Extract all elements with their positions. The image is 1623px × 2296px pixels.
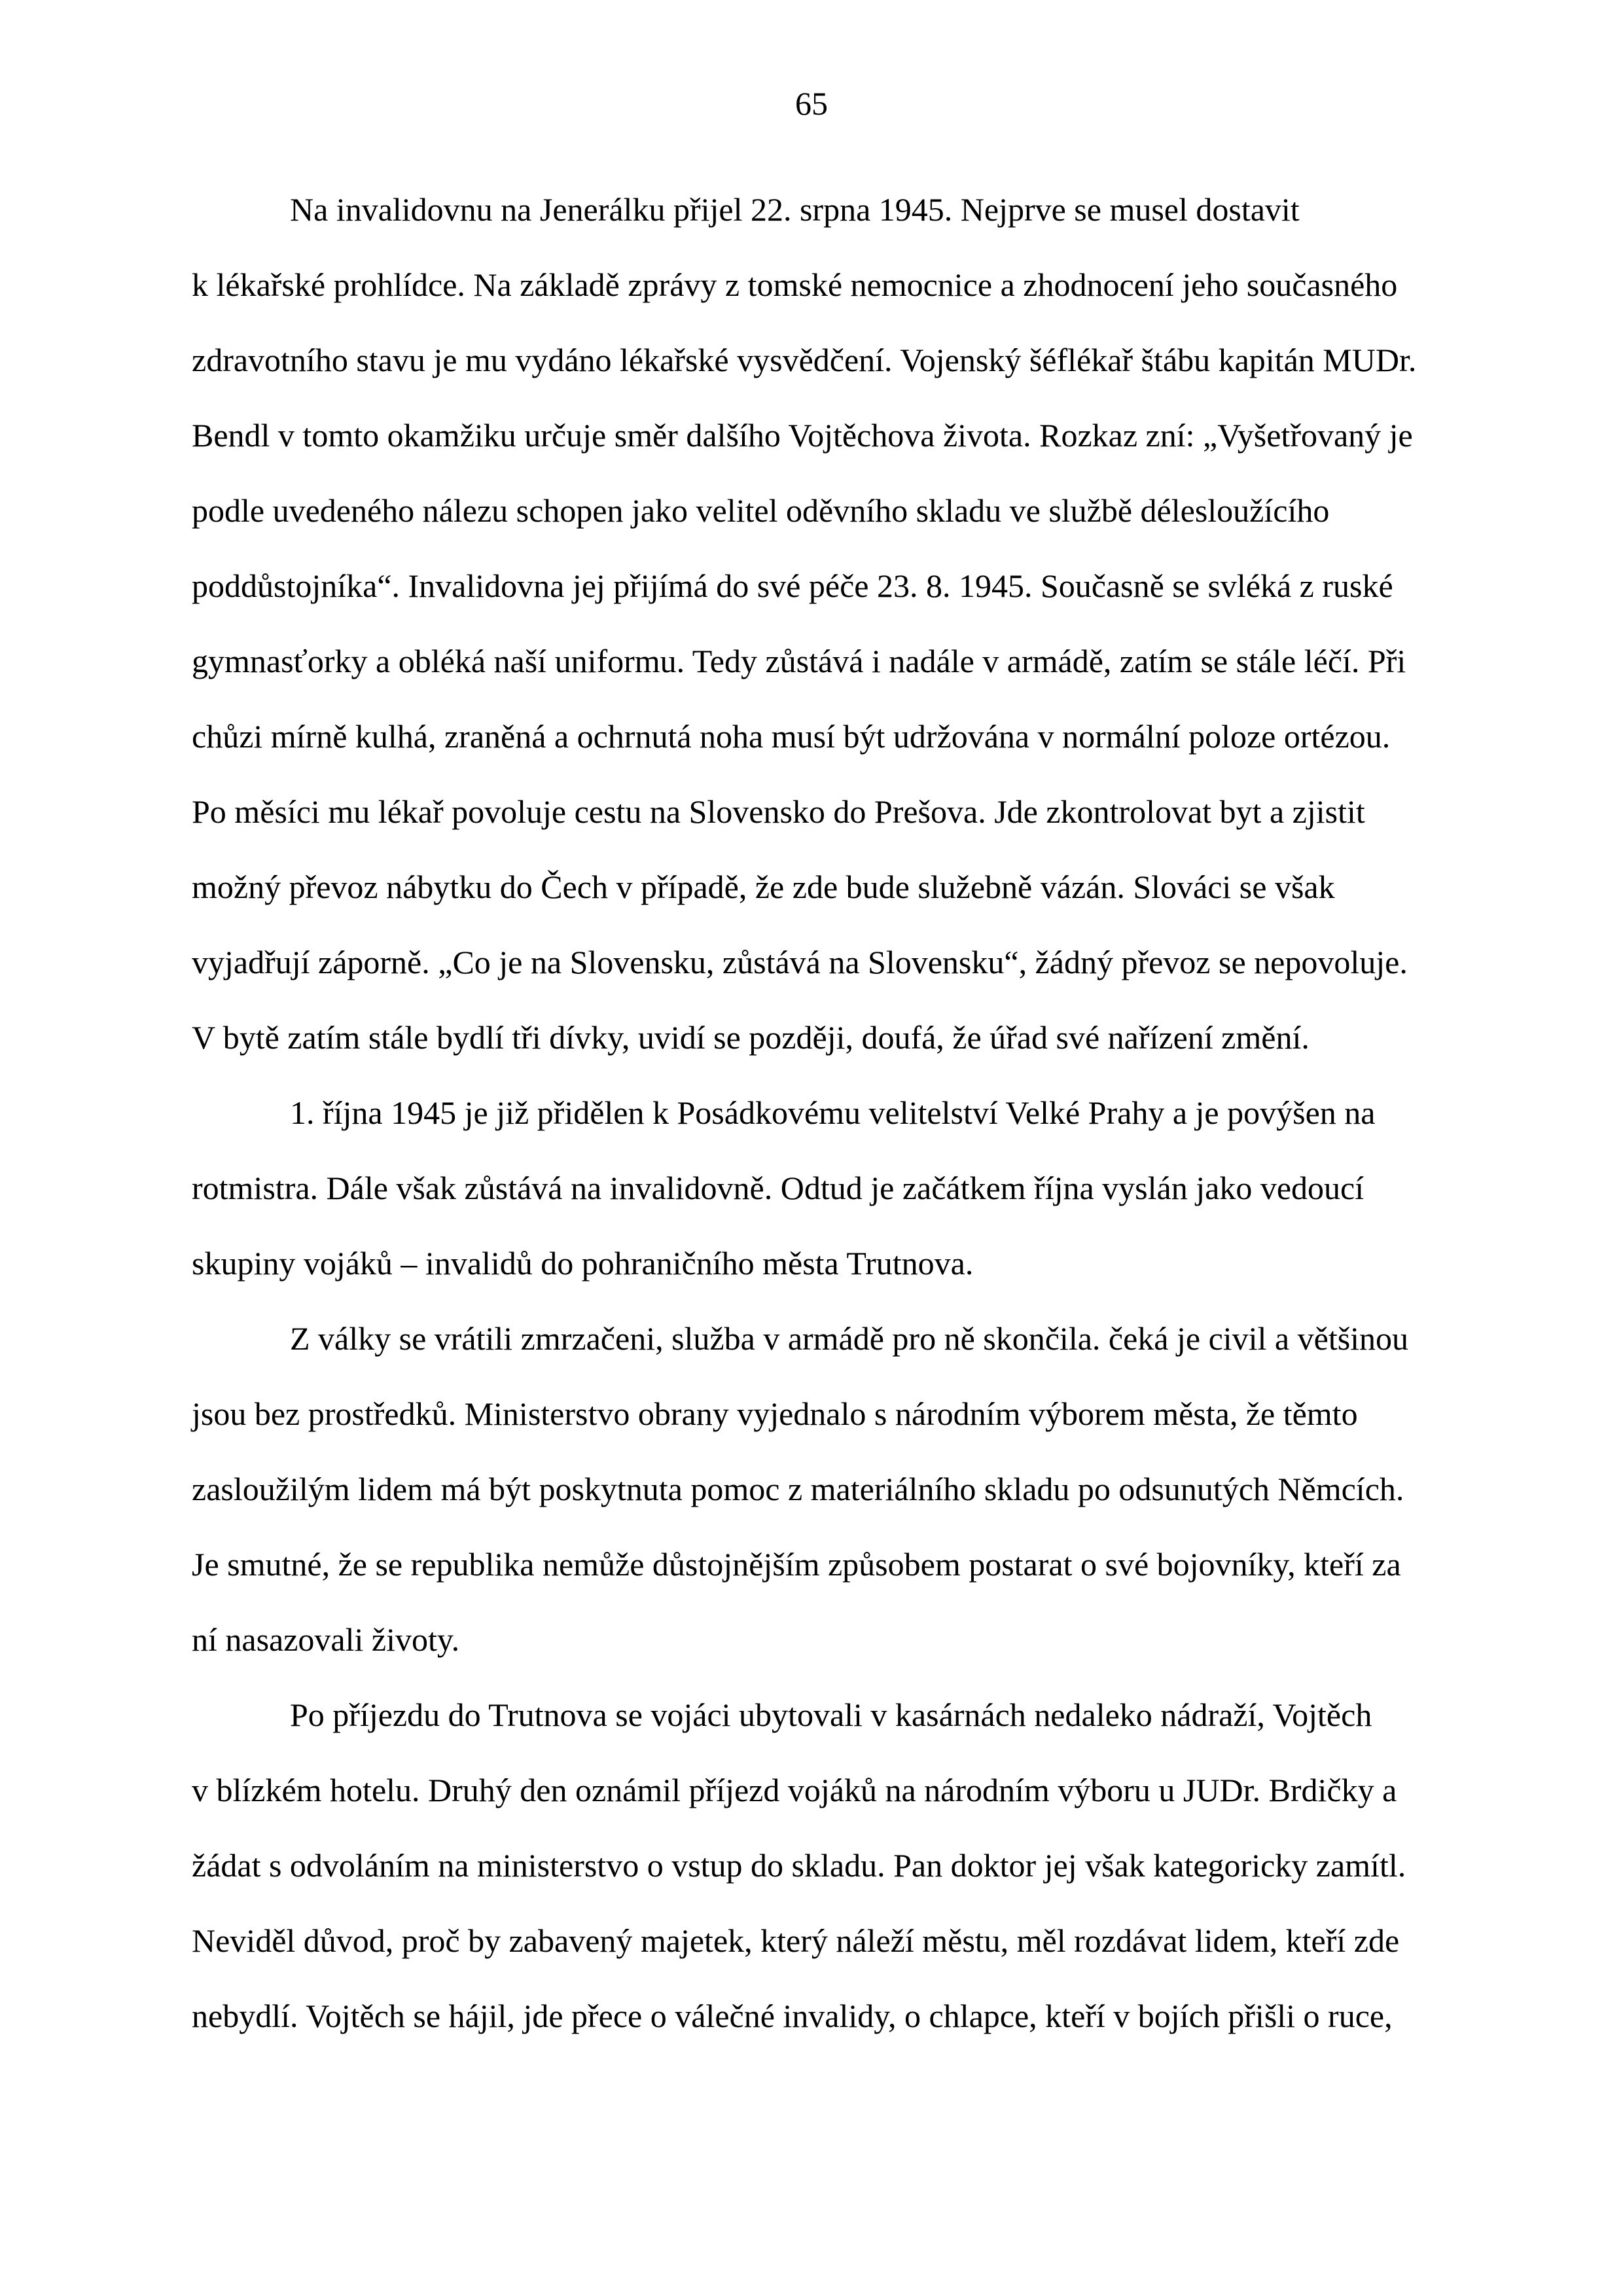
- text-block: [192, 172, 1431, 2054]
- text-line: vyjadřují záporně. „Co je na Slovensku, zůstává na Slovensku“, žádný převoz se nepovoluje.: [192, 944, 1408, 980]
- text-line: v blízkém hotelu. Druhý den oznámil příjezd vojáků na národním výboru u JUDr. Brdičky a: [192, 1772, 1397, 1808]
- text-line: V bytě zatím stále bydlí tři dívky, uvidí se později, doufá, že úřad své nařízení změní.: [192, 1019, 1310, 1056]
- text-line: zasloužilým lidem má být poskytnuta pomoc z materiálního skladu po odsunutých Němcích.: [192, 1471, 1404, 1507]
- text-line: jsou bez prostředků. Ministerstvo obrany vyjednalo s národním výborem města, že těmto: [192, 1395, 1358, 1432]
- text-line: 1. října 1945 je již přidělen k Posádkovému velitelství Velké Prahy a je povýšen na: [290, 1094, 1376, 1131]
- text-line: podle uvedeného nálezu schopen jako velitel oděvního skladu ve službě délesloužícího: [192, 492, 1330, 529]
- text-line: Je smutné, že se republika nemůže důstojnějším způsobem postarat o své bojovníky, kteří za: [192, 1546, 1401, 1583]
- text-line: žádat s odvoláním na ministerstvo o vstup do skladu. Pan doktor jej však kategoricky zamítl.: [192, 1847, 1406, 1884]
- text-line: skupiny vojáků – invalidů do pohraničního města Trutnova.: [192, 1245, 974, 1282]
- text-line: Po příjezdu do Trutnova se vojáci ubytovali v kasárnách nedaleko nádraží, Vojtěch: [290, 1696, 1372, 1733]
- text-line: Bendl v tomto okamžiku určuje směr dalšího Vojtěchova života. Rozkaz zní: „Vyšetřovaný je: [192, 417, 1413, 454]
- text-line: zdravotního stavu je mu vydáno lékařské vysvědčení. Vojenský šéflékař štábu kapitán MUDr.: [192, 342, 1417, 378]
- text-line: poddůstojníka“. Invalidovna jej přijímá do své péče 23. 8. 1945. Současně se svléká z ruské: [192, 567, 1393, 604]
- text-line: gymnasťorky a obléká naší uniformu. Tedy zůstává i nadále v armádě, zatím se stále léčí. Při: [192, 643, 1406, 679]
- text-line: možný převoz nábytku do Čech v případě, že zde bude služebně vázán. Slováci se však: [192, 869, 1335, 905]
- text-line: Na invalidovnu na Jenerálku přijel 22. srpna 1945. Nejprve se musel dostavit: [290, 191, 1300, 228]
- text-line: ní nasazovali životy.: [192, 1621, 460, 1658]
- page-number: 65: [795, 85, 828, 122]
- text-line: nebydlí. Vojtěch se hájil, jde přece o válečné invalidy, o chlapce, kteří v bojích přišli o ruce,: [192, 1998, 1393, 2034]
- text-line: Po měsíci mu lékař povoluje cestu na Slovensko do Prešova. Jde zkontrolovat byt a zjistit: [192, 793, 1365, 830]
- text-line: Neviděl důvod, proč by zabavený majetek, který náleží městu, měl rozdávat lidem, kteří zde: [192, 1922, 1400, 1959]
- text-line: k lékařské prohlídce. Na základě zprávy z tomské nemocnice a zhodnocení jeho současného: [192, 266, 1398, 303]
- text-line: rotmistra. Dále však zůstává na invalidovně. Odtud je začátkem října vyslán jako vedoucí: [192, 1170, 1364, 1206]
- text-line: Z války se vrátili zmrzačeni, služba v armádě pro ně skončila. čeká je civil a většinou: [290, 1320, 1409, 1357]
- text-line: chůzi mírně kulhá, zraněná a ochrnutá noha musí být udržována v normální poloze ortézou.: [192, 718, 1391, 755]
